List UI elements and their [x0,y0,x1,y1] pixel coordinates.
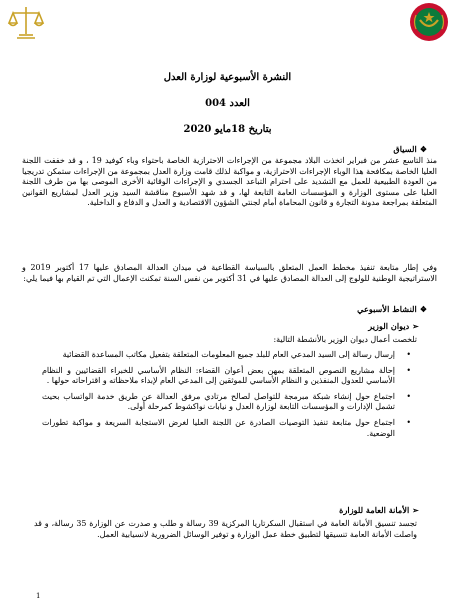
list-item: • إرسال رسالة إلى السيد المدعي العام للبلد جميع المعلومات المتعلقة بتفعيل مكاتب المساعدة القضائية [62,350,411,359]
cabinet-heading: ➢ ديوان الوزير [368,321,419,331]
list-item: • اجتماع حول متابعة تنفيذ التوصيات الصادرة عن اللجنة العليا لغرض الاستجابة السريعة و مواكبة تطورات الوضعية. [42,417,411,438]
arrow-bullet-icon: ➢ [412,505,419,515]
list-item: • اجتماع حول إنشاء شبكة مبرمجة للتواصل لصالح مرتادي مرفق العدالة عن طريق خدمة الواتساب بحيث تشمل الإدارات و المؤسسات التابعة لوزارة العدل و نيابات نواكشوط كمرحلة أولى. [42,391,411,412]
context-paragraph-2: وفي إطار متابعة تنفيذ مخطط العمل المتعلق بالسياسة القطاعية في ميدان العدالة المصادق عليها 17 أكتوبر 2019 و الاستراتيجية الوطنية للولوج إلى العدالة المصادق عليها في 31 أكتوبر من نفس السنة تمكنت الإعمال التي تم القيام بها فيما يلي: [22,263,437,283]
arrow-bullet-icon: ➢ [412,321,419,331]
cabinet-intro: تلخصت أعمال ديوان الوزير بالأنشطة التالية: [273,335,417,344]
bulletin-title: النشرة الأسبوعية لوزارة العدل [163,72,292,83]
secretariat-paragraph: تجسد تنسيق الأمانة العامة في استقبال السكرتاريا المركزية 39 رسالة و طلب و صدرت عن الوزارة 35 رسالة، و قد واصلت الأمانة العامة تنسيقها لتطبيق خطة عمل الوزارة و توفير الوسائل الضرورية لانسيابية العمل. [34,519,417,539]
context-paragraph-1: منذ التاسع عشر من فبراير اتخذت البلاد مجموعة من الإجراءات الاحترازية الخاصة باحتواء وباء كوفيد 19 ، و قد خففت اللجنة العليا الخاصة بمكافحة هذا الوباء الإجراءات الاحترازية، و مواكبة لذلك قامت وزارة العدل بمجموعة من الإجراءات ستمكن تدريجيا من العودة الطبيعية للعمل مع التشديد على احترام التباعد الجسدي و الإجراءات الوقائية الأخرى الموصى بها من طرف اللجنة العليا على مستوى الوزارة و المؤسسات العامة التابعة لها، و قد شهد الأسبوع مناقشة السيد وزير العدل لمشاريع القوانين المتعلقة بمراجعة مدونة التجارة و قانون المحاماة أمام لجنتي الشؤون الاقتصادية و العدل و الدفاع و الداخلية. [22,156,437,208]
secretariat-heading: ➢ الأمانة العامة للوزارة [339,505,419,515]
bullet-icon: • [406,391,411,401]
weekly-activity-heading: ❖النشاط الأسبوعي [357,304,427,314]
bullet-icon: • [406,350,411,359]
issue-number: العدد 004 [205,98,250,109]
ornament-bullet-icon: ❖ [419,144,427,154]
list-item: • إحالة مشاريع النصوص المتعلقة بمهن بعض أعوان القضاء: النظام الأساسي للخبراء القضائيين و النظام الأساسي للعدول المنفذين و النظام الأساسي للموثقين إلى المدعي العام لإبداء ملاحظاته و اقتراحاته حولها . [42,365,411,386]
bulletin-date: بتاريخ 18مايو 2020 [183,124,272,135]
document-page [14,0,441,616]
page-number: 1 [36,592,41,600]
bullet-icon: • [406,417,411,427]
bullet-icon: • [406,365,411,375]
ornament-bullet-icon: ❖ [419,304,427,314]
context-heading: ❖السياق [393,144,427,154]
cabinet-activities-list [42,350,411,444]
